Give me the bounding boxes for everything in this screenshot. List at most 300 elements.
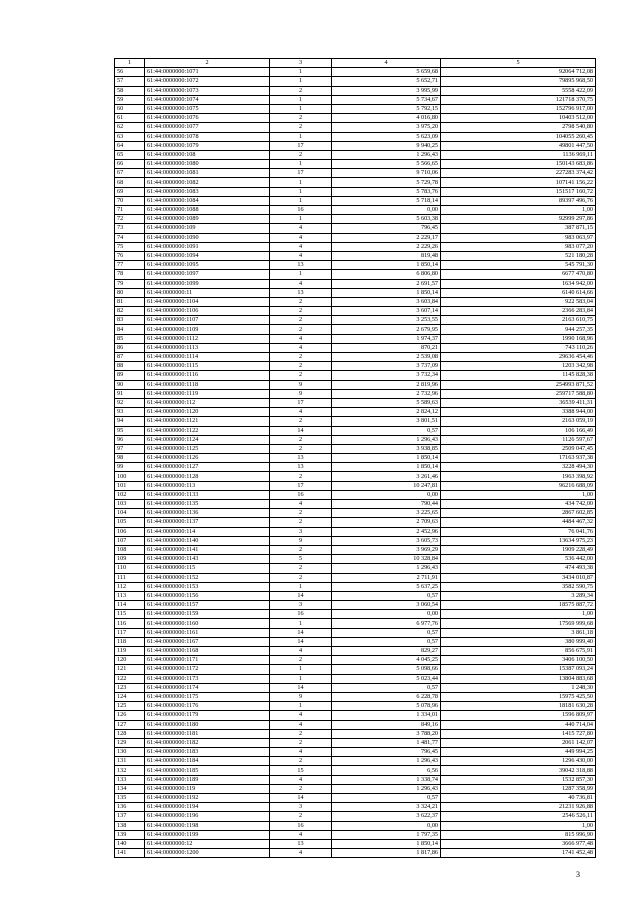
table-cell: 61:44:0000000:1172 bbox=[145, 665, 270, 674]
table-row bbox=[115, 757, 596, 766]
table-cell: 829,27 bbox=[332, 647, 441, 656]
table-row bbox=[115, 353, 596, 362]
table-cell: 2 bbox=[270, 307, 332, 316]
table-cell: 127 bbox=[115, 720, 145, 729]
table-row bbox=[115, 77, 596, 86]
table-cell: 61:44:0000000:1115 bbox=[145, 362, 270, 371]
table-cell: 1 296,43 bbox=[332, 784, 441, 793]
table-cell: 152796 917,00 bbox=[441, 104, 596, 113]
table-cell: 1 334,01 bbox=[332, 711, 441, 720]
table-cell: 6,56 bbox=[332, 766, 441, 775]
table-cell: 61:44:0000000:1124 bbox=[145, 435, 270, 444]
table-cell: 61:44:0000000:1082 bbox=[145, 178, 270, 187]
table-cell: 128 bbox=[115, 729, 145, 738]
table-cell: 1634 942,00 bbox=[441, 279, 596, 288]
table-cell: 17 bbox=[270, 141, 332, 150]
table-cell: 114 bbox=[115, 601, 145, 610]
table-row bbox=[115, 68, 596, 77]
table-cell: 5 023,44 bbox=[332, 674, 441, 683]
table-cell: 3 bbox=[270, 527, 332, 536]
table-cell: 61:44:0000000:1120 bbox=[145, 408, 270, 417]
table-row bbox=[115, 555, 596, 564]
table-cell: 61:44:0000000:1174 bbox=[145, 683, 270, 692]
table-row bbox=[115, 628, 596, 637]
table-cell: 3406 100,50 bbox=[441, 656, 596, 665]
table-cell: 13 bbox=[270, 288, 332, 297]
table-cell: 474 493,38 bbox=[441, 564, 596, 573]
table-cell: 61:44:0000000:1171 bbox=[145, 656, 270, 665]
table-cell: 2 229,26 bbox=[332, 242, 441, 251]
table-cell: 2 bbox=[270, 564, 332, 573]
table-cell: 2 bbox=[270, 86, 332, 95]
table-row bbox=[115, 435, 596, 444]
table-cell: 1 bbox=[270, 187, 332, 196]
table-row bbox=[115, 545, 596, 554]
table-row bbox=[115, 830, 596, 839]
table-cell: 4 bbox=[270, 647, 332, 656]
table-cell: 5 729,78 bbox=[332, 178, 441, 187]
header-cell: 2 bbox=[145, 59, 270, 68]
table-row bbox=[115, 720, 596, 729]
table-cell: 254993 871,52 bbox=[441, 380, 596, 389]
table-cell: 4 bbox=[270, 748, 332, 757]
table-cell: 2 bbox=[270, 353, 332, 362]
table-cell: 10403 512,00 bbox=[441, 114, 596, 123]
table-cell: 49801 447,50 bbox=[441, 141, 596, 150]
table-cell: 1 bbox=[270, 196, 332, 205]
table-cell: 6140 614,66 bbox=[441, 288, 596, 297]
table-cell: 97 bbox=[115, 444, 145, 453]
table-cell: 5 589,63 bbox=[332, 398, 441, 407]
table-cell: 109 bbox=[115, 555, 145, 564]
table-cell: 69 bbox=[115, 187, 145, 196]
table-cell: 2163 610,75 bbox=[441, 316, 596, 325]
table-row bbox=[115, 803, 596, 812]
table-cell: 61:44:0000000:1156 bbox=[145, 591, 270, 600]
table-cell: 2 bbox=[270, 784, 332, 793]
table-cell: 1 850,14 bbox=[332, 839, 441, 848]
table-cell: 1 850,14 bbox=[332, 463, 441, 472]
table-cell: 15975 425,50 bbox=[441, 692, 596, 701]
table-cell: 101 bbox=[115, 481, 145, 490]
table-cell: 743 110,26 bbox=[441, 343, 596, 352]
table-cell: 88 bbox=[115, 362, 145, 371]
table-cell: 1 bbox=[270, 674, 332, 683]
table-cell: 13804 883,68 bbox=[441, 674, 596, 683]
table-cell: 1 bbox=[270, 77, 332, 86]
table-row bbox=[115, 132, 596, 141]
table-cell: 2 bbox=[270, 316, 332, 325]
table-cell: 0,57 bbox=[332, 683, 441, 692]
table-cell: 61:44:0000000:1127 bbox=[145, 463, 270, 472]
table-cell: 16 bbox=[270, 610, 332, 619]
table-cell: 104 bbox=[115, 509, 145, 518]
table-cell: 3 603,84 bbox=[332, 297, 441, 306]
table-cell: 61:44:0000000:1125 bbox=[145, 444, 270, 453]
table-cell: 61:44:0000000:11 bbox=[145, 288, 270, 297]
table-row bbox=[115, 398, 596, 407]
table-cell: 132 bbox=[115, 766, 145, 775]
table-cell: 3 788,20 bbox=[332, 729, 441, 738]
table-cell: 76 bbox=[115, 251, 145, 260]
table-cell: 61:44:0000000:1136 bbox=[145, 509, 270, 518]
table-cell: 4 bbox=[270, 500, 332, 509]
table-row bbox=[115, 215, 596, 224]
table-row bbox=[115, 564, 596, 573]
table-row bbox=[115, 389, 596, 398]
table-cell: 71 bbox=[115, 206, 145, 215]
table-cell: 856 675,91 bbox=[441, 647, 596, 656]
table-cell: 2 732,96 bbox=[332, 389, 441, 398]
table-cell: 5 734,67 bbox=[332, 95, 441, 104]
table-cell: 77 bbox=[115, 261, 145, 270]
table-cell: 3 607,14 bbox=[332, 307, 441, 316]
table-cell: 0,57 bbox=[332, 637, 441, 646]
table-cell: 0,57 bbox=[332, 426, 441, 435]
table-row bbox=[115, 86, 596, 95]
table-cell: 14 bbox=[270, 794, 332, 803]
table-cell: 61:44:0000000:1153 bbox=[145, 582, 270, 591]
table-cell: 61:44:0000000:1194 bbox=[145, 803, 270, 812]
table-cell: 61:44:0000000:1141 bbox=[145, 545, 270, 554]
table-cell: 9 bbox=[270, 380, 332, 389]
table-cell: 61:44:0000000:1099 bbox=[145, 279, 270, 288]
table-row bbox=[115, 270, 596, 279]
table-cell: 521 180,28 bbox=[441, 251, 596, 260]
table-cell: 5 637,25 bbox=[332, 582, 441, 591]
table-row bbox=[115, 417, 596, 426]
table-cell: 110 bbox=[115, 564, 145, 573]
table-cell: 29636 454,46 bbox=[441, 353, 596, 362]
table-cell: 61:44:0000000:1074 bbox=[145, 95, 270, 104]
table-cell: 2 539,08 bbox=[332, 353, 441, 362]
table-cell: 61:44:0000000:114 bbox=[145, 527, 270, 536]
table-cell: 3 605,73 bbox=[332, 536, 441, 545]
table-cell: 61:44:0000000:1175 bbox=[145, 692, 270, 701]
table-cell: 136 bbox=[115, 803, 145, 812]
table-cell: 91 bbox=[115, 389, 145, 398]
table-cell: 0,00 bbox=[332, 206, 441, 215]
table-cell: 10 328,84 bbox=[332, 555, 441, 564]
table-cell: 134 bbox=[115, 784, 145, 793]
table-cell: 13 bbox=[270, 261, 332, 270]
table-cell: 122 bbox=[115, 674, 145, 683]
table-cell: 93 bbox=[115, 408, 145, 417]
table-cell: 61:44:0000000:1077 bbox=[145, 123, 270, 132]
table-row bbox=[115, 692, 596, 701]
table-cell: 1 bbox=[270, 95, 332, 104]
header-cell: 3 bbox=[270, 59, 332, 68]
table-cell: 4 bbox=[270, 775, 332, 784]
table-cell: 870,21 bbox=[332, 343, 441, 352]
table-cell: 17163 937,38 bbox=[441, 454, 596, 463]
table-cell: 1596 809,97 bbox=[441, 711, 596, 720]
table-cell: 3434 010,87 bbox=[441, 573, 596, 582]
table-row bbox=[115, 334, 596, 343]
table-cell: 108 bbox=[115, 545, 145, 554]
table-row bbox=[115, 288, 596, 297]
table-cell: 131 bbox=[115, 757, 145, 766]
table-cell: 92999 297,86 bbox=[441, 215, 596, 224]
table-cell: 5 792,15 bbox=[332, 104, 441, 113]
table-cell: 2 691,57 bbox=[332, 279, 441, 288]
table-cell: 15 bbox=[270, 766, 332, 775]
table-cell: 17 bbox=[270, 398, 332, 407]
table-cell: 61:44:0000000:1071 bbox=[145, 68, 270, 77]
table-row bbox=[115, 849, 596, 858]
table-cell: 126 bbox=[115, 711, 145, 720]
table-cell: 790,44 bbox=[332, 500, 441, 509]
table-cell: 103 bbox=[115, 500, 145, 509]
table-row bbox=[115, 637, 596, 646]
table-row bbox=[115, 261, 596, 270]
table-row bbox=[115, 518, 596, 527]
table-cell: 259717 588,80 bbox=[441, 389, 596, 398]
table-cell: 61:44:0000000:1192 bbox=[145, 794, 270, 803]
table-cell: 5 718,14 bbox=[332, 196, 441, 205]
table-cell: 16 bbox=[270, 206, 332, 215]
table-cell: 61:44:0000000:115 bbox=[145, 564, 270, 573]
table-cell: 0,00 bbox=[332, 821, 441, 830]
table-cell: 9 710,06 bbox=[332, 169, 441, 178]
table-cell: 6677 470,80 bbox=[441, 270, 596, 279]
table-cell: 3 975,20 bbox=[332, 123, 441, 132]
table-cell: 922 583,04 bbox=[441, 297, 596, 306]
table-cell: 61:44:0000000:119 bbox=[145, 784, 270, 793]
table-cell: 1145 828,38 bbox=[441, 371, 596, 380]
table-cell: 2 452,96 bbox=[332, 527, 441, 536]
table-cell: 117 bbox=[115, 628, 145, 637]
table-cell: 61:44:0000000:1126 bbox=[145, 454, 270, 463]
table-row bbox=[115, 775, 596, 784]
table-cell: 61:44:0000000:1152 bbox=[145, 573, 270, 582]
table-cell: 1 bbox=[270, 215, 332, 224]
table-cell: 5 603,38 bbox=[332, 215, 441, 224]
table-cell: 3 969,29 bbox=[332, 545, 441, 554]
table-cell: 1532 857,30 bbox=[441, 775, 596, 784]
table-cell: 61:44:0000000:1091 bbox=[145, 242, 270, 251]
table-cell: 13 bbox=[270, 454, 332, 463]
table-cell: 61:44:0000000:1114 bbox=[145, 353, 270, 362]
table-cell: 449 994,25 bbox=[441, 748, 596, 757]
table-cell: 61:44:0000000:1112 bbox=[145, 334, 270, 343]
table-cell: 1963 398,92 bbox=[441, 472, 596, 481]
table-cell: 61:44:0000000:1185 bbox=[145, 766, 270, 775]
table-cell: 536 442,00 bbox=[441, 555, 596, 564]
table-cell: 61:44:0000000:109 bbox=[145, 224, 270, 233]
table-cell: 61:44:0000000:1184 bbox=[145, 757, 270, 766]
table-cell: 124 bbox=[115, 692, 145, 701]
table-cell: 125 bbox=[115, 702, 145, 711]
table-row bbox=[115, 380, 596, 389]
table-cell: 82 bbox=[115, 307, 145, 316]
table-cell: 61:44:0000000:1106 bbox=[145, 307, 270, 316]
table-cell: 61:44:0000000:1121 bbox=[145, 417, 270, 426]
table-cell: 135 bbox=[115, 794, 145, 803]
table-cell: 56 bbox=[115, 68, 145, 77]
table-cell: 61:44:0000000:1133 bbox=[145, 490, 270, 499]
table-row bbox=[115, 233, 596, 242]
table-cell: 1 bbox=[270, 702, 332, 711]
table-cell: 89397 496,76 bbox=[441, 196, 596, 205]
table-cell: 4 bbox=[270, 830, 332, 839]
table-cell: 61:44:0000000:1181 bbox=[145, 729, 270, 738]
table-cell: 2 bbox=[270, 325, 332, 334]
table-cell: 5 652,71 bbox=[332, 77, 441, 86]
table-cell: 5 566,65 bbox=[332, 160, 441, 169]
table-row bbox=[115, 169, 596, 178]
table-row bbox=[115, 729, 596, 738]
table-row bbox=[115, 582, 596, 591]
table-cell: 70 bbox=[115, 196, 145, 205]
table-cell: 61:44:0000000:1135 bbox=[145, 500, 270, 509]
table-row bbox=[115, 454, 596, 463]
table-cell: 3 622,37 bbox=[332, 812, 441, 821]
table-cell: 61:44:0000000:1076 bbox=[145, 114, 270, 123]
table-cell: 15387 093,24 bbox=[441, 665, 596, 674]
table-cell: 79895 968,50 bbox=[441, 77, 596, 86]
table-cell: 61:44:0000000:1084 bbox=[145, 196, 270, 205]
table-row bbox=[115, 610, 596, 619]
table-cell: 18181 630,28 bbox=[441, 702, 596, 711]
table-cell: 3 261,46 bbox=[332, 472, 441, 481]
table-cell: 151517 160,72 bbox=[441, 187, 596, 196]
table-cell: 3 289,34 bbox=[441, 591, 596, 600]
table-cell: 92 bbox=[115, 398, 145, 407]
table-cell: 116 bbox=[115, 619, 145, 628]
table-cell: 13 bbox=[270, 463, 332, 472]
table-cell: 61:44:0000000:1198 bbox=[145, 821, 270, 830]
table-cell: 10 247,81 bbox=[332, 481, 441, 490]
table-cell: 1203 342,98 bbox=[441, 362, 596, 371]
table-cell: 1 bbox=[270, 665, 332, 674]
table-cell: 1 bbox=[270, 270, 332, 279]
table-row bbox=[115, 224, 596, 233]
table-cell: 0,57 bbox=[332, 591, 441, 600]
table-row bbox=[115, 187, 596, 196]
table-cell: 62 bbox=[115, 123, 145, 132]
table-row bbox=[115, 251, 596, 260]
table-row bbox=[115, 536, 596, 545]
table-cell: 80 bbox=[115, 288, 145, 297]
table-cell: 1,00 bbox=[441, 610, 596, 619]
table-cell: 61:44:0000000:1109 bbox=[145, 325, 270, 334]
table-cell: 61:44:0000000:1189 bbox=[145, 775, 270, 784]
table-cell: 9 bbox=[270, 389, 332, 398]
table-cell: 4 bbox=[270, 408, 332, 417]
table-cell: 63 bbox=[115, 132, 145, 141]
table-row bbox=[115, 444, 596, 453]
table-cell: 14 bbox=[270, 591, 332, 600]
table-cell: 1 850,14 bbox=[332, 288, 441, 297]
table-cell: 139 bbox=[115, 830, 145, 839]
table-cell: 1 bbox=[270, 582, 332, 591]
table-cell: 96 bbox=[115, 435, 145, 444]
table-cell: 1136 969,11 bbox=[441, 150, 596, 159]
table-cell: 1 bbox=[270, 160, 332, 169]
table-cell: 2 bbox=[270, 444, 332, 453]
table-row bbox=[115, 665, 596, 674]
table-cell: 39042 318,88 bbox=[441, 766, 596, 775]
table-cell: 92064 712,08 bbox=[441, 68, 596, 77]
table-cell: 2 bbox=[270, 297, 332, 306]
table-row bbox=[115, 95, 596, 104]
table-cell: 2 bbox=[270, 371, 332, 380]
table-cell: 0,57 bbox=[332, 794, 441, 803]
table-cell: 16 bbox=[270, 490, 332, 499]
table-cell: 1 296,43 bbox=[332, 757, 441, 766]
table-cell: 1 817,86 bbox=[332, 849, 441, 858]
table-cell: 89 bbox=[115, 371, 145, 380]
table-cell: 2798 540,80 bbox=[441, 123, 596, 132]
table-cell: 61:44:0000000:1122 bbox=[145, 426, 270, 435]
table-cell: 81 bbox=[115, 297, 145, 306]
table-cell: 61:44:0000000:1088 bbox=[145, 206, 270, 215]
table-cell: 5 783,76 bbox=[332, 187, 441, 196]
table-cell: 849,16 bbox=[332, 720, 441, 729]
table-cell: 61:44:0000000:12 bbox=[145, 839, 270, 848]
table-row bbox=[115, 490, 596, 499]
table-row bbox=[115, 702, 596, 711]
table-cell: 0,57 bbox=[332, 628, 441, 637]
table-row bbox=[115, 279, 596, 288]
table-row bbox=[115, 601, 596, 610]
table-row bbox=[115, 738, 596, 747]
table-cell: 61:44:0000000:113 bbox=[145, 481, 270, 490]
table-row bbox=[115, 206, 596, 215]
table-row bbox=[115, 711, 596, 720]
table-cell: 107141 156,22 bbox=[441, 178, 596, 187]
table-cell: 129 bbox=[115, 738, 145, 747]
table-cell: 98 bbox=[115, 454, 145, 463]
table-cell: 2 bbox=[270, 114, 332, 123]
table-cell: 434 742,00 bbox=[441, 500, 596, 509]
table-row bbox=[115, 178, 596, 187]
table-row bbox=[115, 821, 596, 830]
table-cell: 61:44:0000000:1075 bbox=[145, 104, 270, 113]
table-cell: 78 bbox=[115, 270, 145, 279]
table-row bbox=[115, 527, 596, 536]
table-cell: 1 797,35 bbox=[332, 830, 441, 839]
table-cell: 3666 977,48 bbox=[441, 839, 596, 848]
table-cell: 96216 688,09 bbox=[441, 481, 596, 490]
table-cell: 1,00 bbox=[441, 821, 596, 830]
table-cell: 121718 370,75 bbox=[441, 95, 596, 104]
table-cell: 95 bbox=[115, 426, 145, 435]
table-cell: 14 bbox=[270, 426, 332, 435]
table-cell: 61:44:0000000:1107 bbox=[145, 316, 270, 325]
table-cell: 2 bbox=[270, 150, 332, 159]
table-row bbox=[115, 509, 596, 518]
table-row bbox=[115, 297, 596, 306]
table-cell: 3 bbox=[270, 601, 332, 610]
table-cell: 5 623,09 bbox=[332, 132, 441, 141]
table-cell: 796,45 bbox=[332, 224, 441, 233]
table-cell: 1 248,30 bbox=[441, 683, 596, 692]
table-cell: 1 850,14 bbox=[332, 261, 441, 270]
table-cell: 2509 047,45 bbox=[441, 444, 596, 453]
table-cell: 2 bbox=[270, 509, 332, 518]
table-cell: 4 bbox=[270, 279, 332, 288]
table-cell: 118 bbox=[115, 637, 145, 646]
table-cell: 61:44:0000000:1159 bbox=[145, 610, 270, 619]
table-cell: 3 324,21 bbox=[332, 803, 441, 812]
table-cell: 2366 283,84 bbox=[441, 307, 596, 316]
table-row bbox=[115, 619, 596, 628]
table-cell: 3 060,54 bbox=[332, 601, 441, 610]
table-cell: 3 801,51 bbox=[332, 417, 441, 426]
table-cell: 944 257,35 bbox=[441, 325, 596, 334]
